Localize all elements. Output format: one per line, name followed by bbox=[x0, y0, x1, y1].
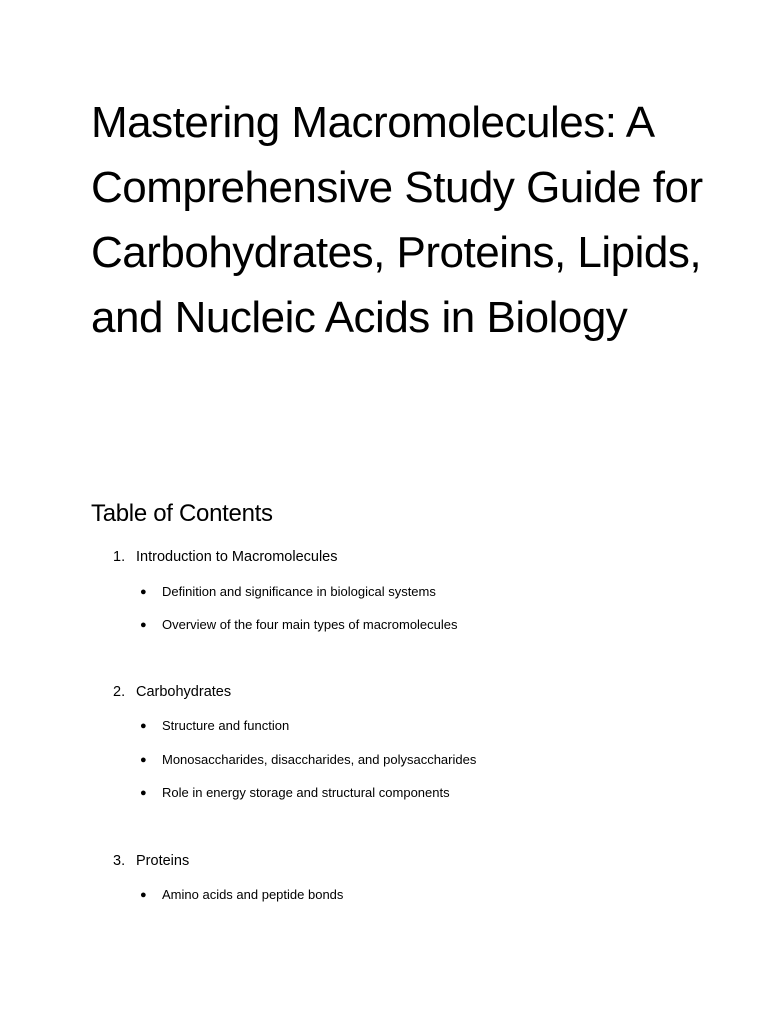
toc-section-number: 3. bbox=[113, 853, 126, 869]
bullet-icon: ● bbox=[140, 720, 147, 732]
toc-section bbox=[113, 547, 338, 567]
document-title: Mastering Macromolecules: A Comprehensive Study Guide for Carbohydrates, Proteins, Lipids, and Nucleic Acids in Biology bbox=[91, 98, 703, 342]
bullet-icon: ● bbox=[140, 586, 147, 598]
bullet-icon: ● bbox=[140, 619, 147, 631]
toc-subitem bbox=[140, 751, 476, 769]
toc-subitem-text: Amino acids and peptide bonds bbox=[162, 887, 344, 902]
bullet-icon: ● bbox=[140, 889, 147, 901]
toc-section-title: Introduction to Macromolecules bbox=[136, 549, 338, 565]
toc-subitem-text: Overview of the four main types of macromolecules bbox=[162, 617, 458, 632]
toc-section-number: 2. bbox=[113, 684, 126, 700]
toc-section bbox=[113, 851, 189, 871]
toc-subitem bbox=[140, 886, 343, 904]
toc-subitem-text: Role in energy storage and structural components bbox=[162, 785, 450, 800]
toc-subitem bbox=[140, 784, 450, 802]
toc-heading: Table of Contents bbox=[91, 500, 273, 527]
toc-subitem bbox=[140, 616, 458, 634]
toc-subitem-text: Monosaccharides, disaccharides, and polysaccharides bbox=[162, 752, 477, 767]
toc-subitem-text: Definition and significance in biological systems bbox=[162, 584, 436, 599]
toc-subitem bbox=[140, 583, 436, 601]
bullet-icon: ● bbox=[140, 754, 147, 766]
toc-section-title: Proteins bbox=[136, 853, 190, 869]
toc-section-title: Carbohydrates bbox=[136, 684, 232, 700]
bullet-icon: ● bbox=[140, 787, 147, 799]
toc-subitem-text: Structure and function bbox=[162, 718, 290, 733]
toc-section bbox=[113, 682, 231, 702]
toc-section-number: 1. bbox=[113, 549, 126, 565]
toc-subitem bbox=[140, 717, 289, 735]
